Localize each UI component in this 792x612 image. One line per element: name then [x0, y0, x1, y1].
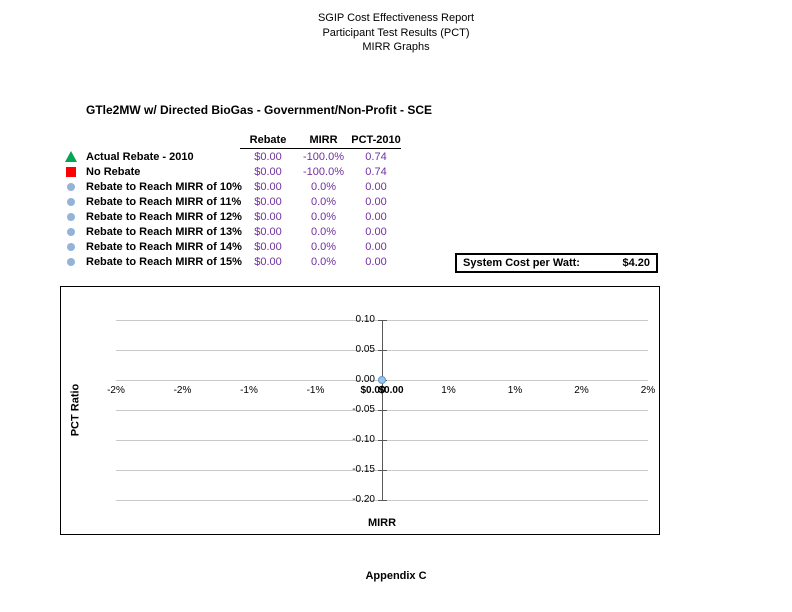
pct-value: 0.00 — [365, 180, 387, 193]
mirr-results-table — [55, 133, 401, 269]
x-tick-label: 1% — [507, 385, 523, 396]
pct-value: 0.00 — [365, 210, 387, 223]
mirr-chart — [60, 286, 660, 535]
page-footer: Appendix C — [365, 570, 427, 582]
pct-value: 0.00 — [365, 225, 387, 238]
x-tick-label: 1% — [441, 385, 456, 396]
report-title-line-2: Participant Test Results (PCT) — [322, 26, 470, 39]
y-axis-tick — [378, 440, 387, 441]
rebate-value: $0.00 — [254, 165, 282, 178]
table-row — [55, 149, 401, 164]
series-label: Actual Rebate - 2010 — [86, 150, 194, 163]
y-tick-label: -0.15 — [352, 464, 375, 475]
y-tick-label: -0.10 — [352, 434, 375, 445]
column-header-mirr: MIRR — [296, 133, 351, 149]
table-row — [55, 209, 401, 224]
legend-marker-cell — [55, 167, 86, 177]
blue-circle-icon — [67, 198, 75, 206]
system-cost-label: System Cost per Watt: — [463, 257, 580, 269]
rebate-value: $0.00 — [254, 255, 282, 268]
mirr-value: 0.0% — [310, 180, 337, 193]
section-title: GTle2MW w/ Directed BioGas - Government/Non-Profit - SCE — [86, 103, 433, 117]
mirr-value: 0.0% — [310, 225, 337, 238]
series-label: No Rebate — [86, 165, 141, 178]
mirr-value: 0.0% — [310, 240, 337, 253]
series-label: Rebate to Reach MIRR of 10% — [86, 180, 242, 193]
series-label: Rebate to Reach MIRR of 13% — [86, 225, 242, 238]
spacer — [55, 133, 86, 149]
x-tick-label: -2% — [173, 385, 192, 396]
rebate-value: $0.00 — [254, 150, 282, 163]
y-tick-label: 0.00 — [355, 374, 375, 385]
x-axis-title: MIRR — [367, 517, 397, 529]
x-tick-label: 2% — [640, 385, 656, 396]
legend-marker-cell — [55, 243, 86, 251]
series-label: Rebate to Reach MIRR of 14% — [86, 240, 242, 253]
mirr-value: 0.0% — [310, 255, 337, 268]
report-title-line-1: SGIP Cost Effectiveness Report — [317, 12, 475, 24]
pct-value: 0.74 — [365, 150, 387, 163]
y-axis-title-container — [67, 320, 83, 500]
y-tick-label: -0.05 — [352, 404, 375, 415]
series-label: Rebate to Reach MIRR of 11% — [86, 195, 242, 208]
blue-circle-icon — [67, 243, 75, 251]
pct-value: 0.00 — [365, 255, 387, 268]
table-row — [55, 239, 401, 254]
column-header-pct-2010: PCT-2010 — [351, 133, 401, 149]
pct-value: 0.00 — [365, 240, 387, 253]
table-row — [55, 194, 401, 209]
report-title-line-3: MIRR Graphs — [362, 41, 430, 53]
series-label: Rebate to Reach MIRR of 15% — [86, 255, 242, 268]
pct-value: 0.00 — [365, 195, 387, 208]
green-triangle-icon — [65, 151, 77, 162]
column-header-rebate: Rebate — [240, 133, 296, 149]
blue-circle-icon — [67, 228, 75, 236]
mirr-value: -100.0% — [303, 150, 344, 163]
rebate-value: $0.00 — [254, 225, 282, 238]
spacer — [86, 133, 240, 149]
y-axis-tick — [378, 350, 387, 351]
table-row — [55, 254, 401, 269]
y-tick-label: -0.20 — [352, 494, 375, 505]
data-point-label: $0.00 — [360, 385, 386, 396]
red-square-icon — [66, 167, 76, 177]
legend-marker-cell — [55, 183, 86, 191]
y-axis-title: PCT Ratio — [69, 383, 81, 437]
table-row — [55, 224, 401, 239]
legend-marker-cell — [55, 258, 86, 266]
table-row — [55, 164, 401, 179]
y-axis-tick — [378, 500, 387, 501]
report-header — [0, 11, 792, 55]
x-tick-label: 2% — [574, 385, 589, 396]
data-point — [378, 376, 386, 384]
table-header-row — [55, 133, 401, 149]
legend-marker-cell — [55, 213, 86, 221]
pct-value: 0.74 — [365, 165, 387, 178]
mirr-value: -100.0% — [303, 165, 344, 178]
x-tick-label: -1% — [306, 385, 325, 396]
legend-marker-cell — [55, 151, 86, 162]
y-tick-label: 0.05 — [355, 344, 375, 355]
legend-marker-cell — [55, 198, 86, 206]
y-axis-tick — [378, 410, 387, 411]
y-tick-label: 0.10 — [355, 314, 375, 325]
system-cost-box — [455, 253, 658, 273]
table-row — [55, 179, 401, 194]
y-axis-tick — [378, 470, 387, 471]
legend-marker-cell — [55, 228, 86, 236]
rebate-value: $0.00 — [254, 180, 282, 193]
data-point-label: $0.00 — [378, 385, 404, 396]
blue-circle-icon — [67, 183, 75, 191]
rebate-value: $0.00 — [254, 195, 282, 208]
rebate-value: $0.00 — [254, 210, 282, 223]
blue-circle-icon — [67, 258, 75, 266]
x-tick-label: -1% — [240, 385, 258, 396]
mirr-value: 0.0% — [310, 195, 337, 208]
system-cost-value: $4.20 — [622, 257, 650, 269]
rebate-value: $0.00 — [254, 240, 282, 253]
y-axis-tick — [378, 320, 387, 321]
mirr-value: 0.0% — [310, 210, 337, 223]
blue-circle-icon — [67, 213, 75, 221]
x-tick-label: -2% — [107, 385, 125, 396]
series-label: Rebate to Reach MIRR of 12% — [86, 210, 242, 223]
